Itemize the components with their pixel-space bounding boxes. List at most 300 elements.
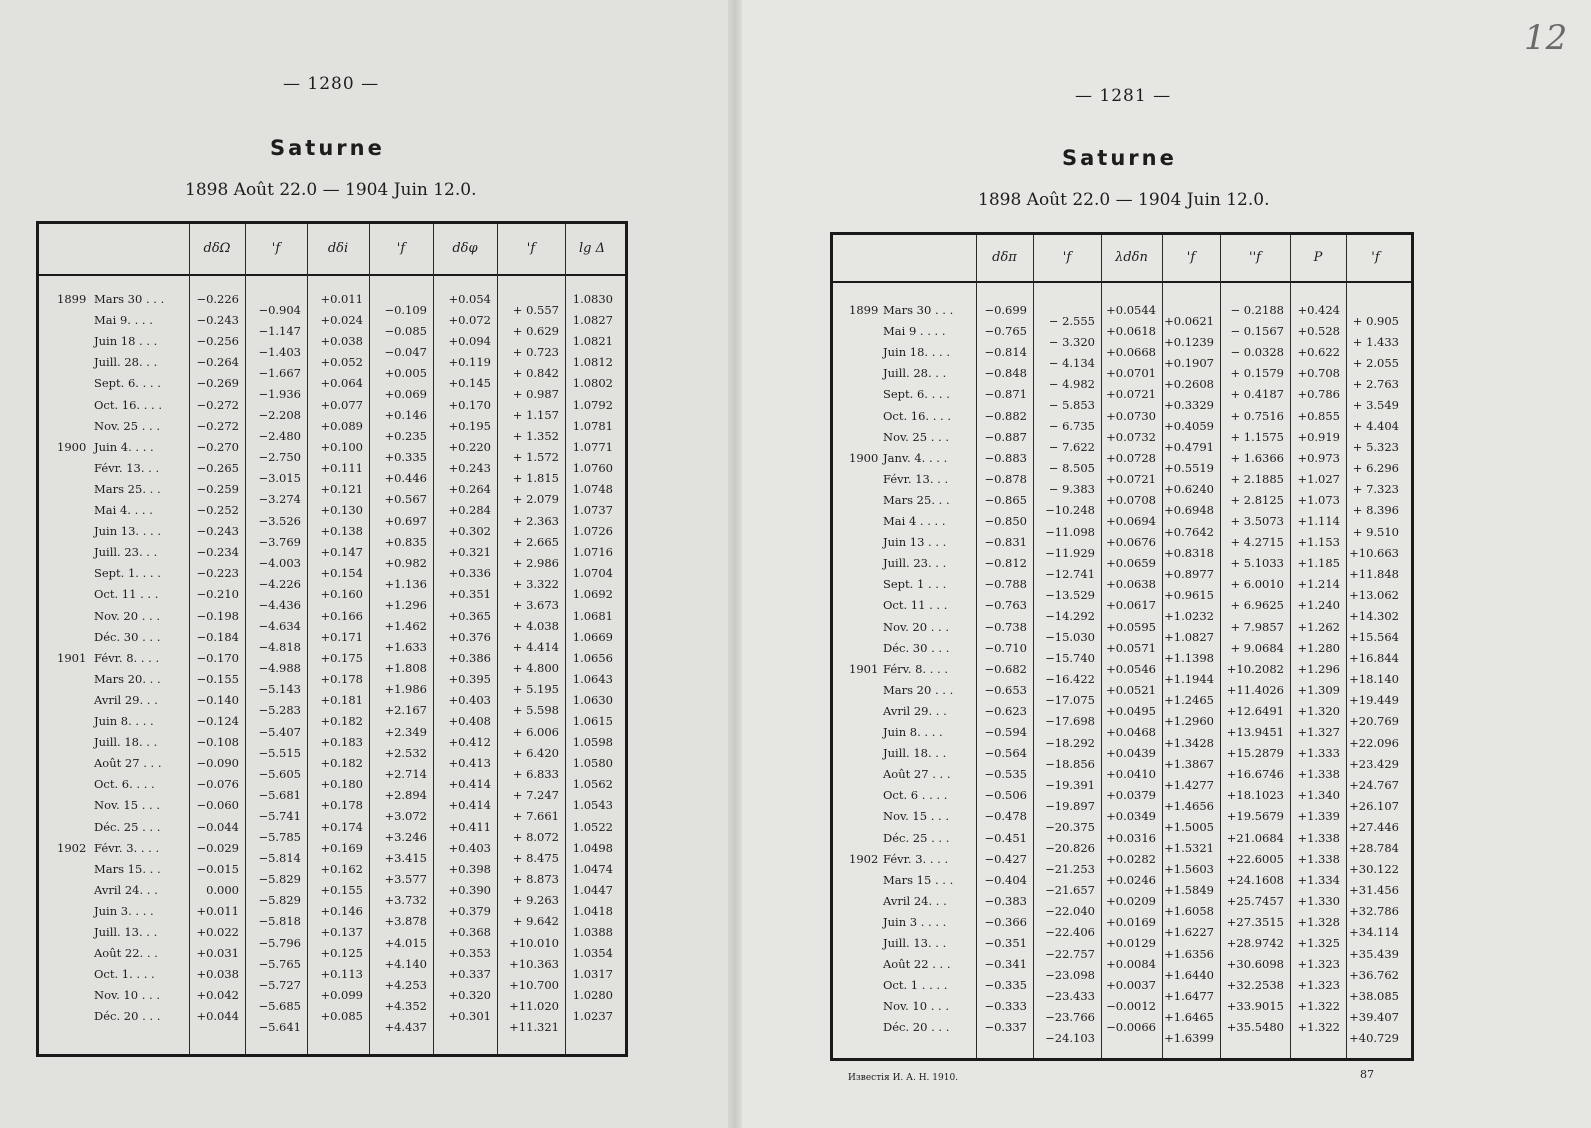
table-cell: 1.0681 [572, 608, 613, 623]
table-cell: +0.528 [1297, 324, 1340, 339]
table-cell: 1.0237 [572, 1009, 613, 1024]
table-cell: +1.6477 [1164, 988, 1214, 1003]
table-cell: +1.320 [1297, 703, 1340, 718]
footer-journal: Известія И. А. Н. 1910. [848, 1073, 959, 1083]
table-cell: −1.667 [258, 365, 301, 380]
row-date: Mars 15. . . [94, 861, 161, 876]
table-cell: +30.122 [1349, 862, 1399, 877]
table-cell: −19.897 [1045, 798, 1095, 813]
table-cell: −16.422 [1045, 672, 1095, 687]
table-cell: +16.6746 [1226, 767, 1284, 782]
table-cell: − 4.134 [1048, 355, 1095, 370]
table-cell: + 0.723 [512, 344, 559, 359]
table-cell: +0.5519 [1164, 461, 1214, 476]
table-cell: + 5.598 [512, 703, 559, 718]
table-cell: −0.865 [984, 492, 1027, 507]
table-cell: +0.4791 [1164, 440, 1214, 455]
row-date: Avril 29. . . [883, 703, 947, 718]
row-date: Mai 4. . . . [94, 503, 153, 517]
table-cell: + 2.363 [512, 513, 559, 528]
table-cell: 1.0656 [572, 650, 613, 665]
table-cell: + 0.842 [512, 365, 559, 380]
table-cell: + 9.0684 [1230, 640, 1284, 655]
table-cell: 1.0630 [572, 692, 613, 707]
table-cell: +0.113 [320, 967, 363, 982]
table-cell: +0.069 [384, 386, 427, 401]
row-date: Mars 30 . . . [94, 292, 165, 306]
table-cell: 1.0543 [572, 798, 613, 813]
table-cell: − 5.853 [1048, 397, 1095, 412]
table-cell: +1.214 [1297, 577, 1340, 592]
table-cell: +24.1608 [1226, 872, 1284, 887]
table-cell: 1.0821 [572, 334, 613, 349]
table-cell: +0.0595 [1106, 619, 1156, 634]
table-cell: +30.6098 [1226, 957, 1284, 972]
table-cell: 1.0830 [572, 292, 613, 306]
table-cell: −22.406 [1045, 925, 1095, 940]
table-cell: 1.0669 [572, 629, 613, 644]
table-cell: −1.147 [258, 323, 301, 338]
table-cell: −3.015 [258, 471, 301, 486]
table-cell: −2.750 [258, 450, 301, 465]
table-cell: −0.478 [984, 809, 1027, 824]
table-cell: + 8.072 [512, 830, 559, 845]
row-date: Août 27 . . . [94, 756, 162, 771]
row-date: Févr. 13. . . [883, 471, 949, 486]
table-cell: + 8.873 [512, 872, 559, 887]
row-date: Mars 15 . . . [883, 872, 954, 887]
table-cell: −0.882 [984, 408, 1027, 423]
table-cell: + 2.079 [512, 492, 559, 507]
table-cell: +1.323 [1297, 957, 1340, 972]
table-cell: +0.0571 [1106, 640, 1156, 655]
table-cell: 1.0692 [572, 587, 613, 602]
row-date: Férv. 8. . . . [883, 661, 949, 676]
table-cell: +1.327 [1297, 725, 1340, 739]
row-date: Nov. 15 . . . [94, 798, 160, 813]
column-header: ''f [1249, 250, 1261, 265]
table-cell: +13.9451 [1226, 725, 1284, 739]
table-cell: −15.740 [1045, 651, 1095, 666]
table-cell: +0.0410 [1106, 767, 1156, 782]
table-cell: 1.0615 [572, 714, 613, 728]
row-date: Févr. 3. . . . [883, 851, 949, 866]
table-cell: +2.532 [384, 745, 427, 760]
table-cell: +0.0544 [1106, 303, 1156, 317]
table-cell: +0.005 [384, 365, 427, 380]
column-divider [433, 224, 434, 1054]
row-year: 1901 [849, 661, 879, 676]
table-cell: +0.0728 [1106, 450, 1156, 465]
table-cell: +1.6227 [1164, 925, 1214, 940]
table-cell: +1.0232 [1164, 608, 1214, 623]
left-page-number: — 1280 — [283, 74, 380, 94]
table-cell: + 8.396 [1352, 503, 1399, 518]
column-header: 'f [526, 241, 536, 256]
row-year: 1899 [57, 292, 87, 306]
table-cell: +15.2879 [1226, 746, 1284, 761]
table-cell: +0.0169 [1106, 914, 1156, 929]
column-divider [497, 224, 498, 1054]
column-divider [1290, 235, 1291, 1058]
table-cell: +1.340 [1297, 788, 1340, 803]
table-cell: +1.325 [1297, 936, 1340, 950]
table-cell: + 0.629 [512, 323, 559, 338]
table-cell: +0.0621 [1164, 313, 1214, 328]
table-cell: + 1.1575 [1230, 429, 1284, 444]
row-date: Mars 25. . . [883, 492, 950, 507]
table-cell: −0.366 [984, 914, 1027, 929]
table-cell: +0.351 [448, 587, 491, 602]
table-cell: −0.506 [984, 788, 1027, 803]
column-header: lg Δ [579, 241, 605, 256]
table-cell: −0.047 [384, 344, 427, 359]
table-cell: +0.099 [320, 988, 363, 1003]
table-cell: +0.072 [448, 313, 491, 328]
row-date: Mars 20 . . . [883, 682, 954, 697]
row-date: Nov. 15 . . . [883, 809, 949, 824]
table-cell: 1.0447 [572, 882, 613, 897]
table-cell: −0.535 [984, 767, 1027, 782]
table-cell: +0.414 [448, 798, 491, 813]
table-cell: −0.109 [384, 302, 427, 317]
table-cell: +18.1023 [1226, 788, 1284, 803]
table-cell: +0.0730 [1106, 408, 1156, 423]
column-divider [1033, 235, 1034, 1058]
table-cell: +0.119 [448, 355, 491, 370]
column-header: dδi [327, 241, 349, 256]
table-cell: −23.098 [1045, 967, 1095, 982]
table-cell: +0.180 [320, 777, 363, 792]
table-cell: +1.073 [1297, 492, 1340, 507]
table-cell: −1.936 [258, 386, 301, 401]
table-cell: −24.103 [1045, 1030, 1095, 1045]
table-cell: + 6.296 [1352, 461, 1399, 476]
table-cell: −0.333 [984, 999, 1027, 1014]
table-cell: +0.9615 [1164, 587, 1214, 602]
table-cell: +20.769 [1349, 714, 1399, 729]
table-cell: +0.708 [1297, 366, 1340, 381]
table-cell: −5.818 [258, 914, 301, 929]
table-cell: +0.8318 [1164, 545, 1214, 560]
table-cell: +0.320 [448, 988, 491, 1003]
table-cell: 1.0474 [572, 861, 613, 876]
table-cell: +0.146 [384, 408, 427, 423]
table-cell: −0.264 [196, 355, 239, 370]
table-cell: −0.383 [984, 893, 1027, 908]
table-cell: +25.7457 [1226, 893, 1284, 908]
table-cell: +18.140 [1349, 672, 1399, 687]
table-cell: −5.785 [258, 830, 301, 845]
table-cell: −5.641 [258, 1019, 301, 1034]
table-cell: − 4.982 [1048, 376, 1095, 391]
row-date: Oct. 6 . . . . [883, 788, 948, 803]
table-cell: 1.0802 [572, 376, 613, 391]
table-cell: −0.269 [196, 376, 239, 391]
table-cell: +10.363 [509, 956, 559, 971]
table-cell: +0.284 [448, 503, 491, 517]
table-cell: −5.727 [258, 977, 301, 992]
table-cell: +0.0638 [1106, 577, 1156, 592]
table-cell: +4.140 [384, 956, 427, 971]
table-cell: +0.089 [320, 418, 363, 433]
table-cell: +0.0468 [1106, 725, 1156, 739]
table-cell: 1.0317 [572, 967, 613, 982]
table-cell: −0.155 [196, 671, 239, 686]
table-cell: +1.808 [384, 661, 427, 676]
book-gutter [728, 0, 742, 1128]
table-cell: +0.0084 [1106, 957, 1156, 972]
table-cell: +0.386 [448, 650, 491, 665]
table-cell: +0.408 [448, 714, 491, 728]
table-cell: −0.184 [196, 629, 239, 644]
table-cell: −0.623 [984, 703, 1027, 718]
row-date: Juill. 23. . . [883, 556, 947, 571]
table-cell: +0.855 [1297, 408, 1340, 423]
table-cell: + 6.0010 [1230, 577, 1284, 592]
row-date: Nov. 25 . . . [94, 418, 160, 433]
row-date: Juill. 28. . . [883, 366, 947, 381]
table-cell: −19.391 [1045, 777, 1095, 792]
right-table [830, 232, 1414, 1061]
table-cell: +24.767 [1349, 777, 1399, 792]
table-cell: 1.0418 [572, 903, 613, 918]
table-cell: 1.0748 [572, 481, 613, 496]
table-cell: +34.114 [1349, 925, 1399, 940]
table-cell: −0.170 [196, 650, 239, 665]
table-cell: +1.986 [384, 682, 427, 697]
table-cell: +38.085 [1349, 988, 1399, 1003]
table-cell: +23.429 [1349, 756, 1399, 771]
table-cell: −0.259 [196, 481, 239, 496]
table-cell: −0.210 [196, 587, 239, 602]
table-cell: +1.633 [384, 640, 427, 655]
table-cell: +0.169 [320, 840, 363, 855]
table-cell: 1.0737 [572, 503, 613, 517]
table-cell: −0.814 [984, 345, 1027, 360]
row-date: Déc. 20 . . . [883, 1020, 950, 1035]
table-cell: + 7.323 [1352, 482, 1399, 497]
table-cell: +1.323 [1297, 978, 1340, 993]
table-cell: −0.653 [984, 682, 1027, 697]
table-cell: +1.330 [1297, 893, 1340, 908]
table-cell: +0.235 [384, 429, 427, 444]
table-cell: +1.296 [1297, 661, 1340, 676]
table-cell: +0.077 [320, 397, 363, 412]
table-cell: + 9.642 [512, 914, 559, 929]
row-date: Mars 25. . . [94, 481, 161, 496]
left-table [36, 221, 628, 1057]
table-cell: +0.335 [384, 450, 427, 465]
table-cell: +0.622 [1297, 345, 1340, 360]
row-date: Déc. 25 . . . [94, 819, 161, 834]
table-cell: −0.252 [196, 503, 239, 517]
table-cell: +0.376 [448, 629, 491, 644]
table-cell: +0.166 [320, 608, 363, 623]
table-cell: − 3.320 [1048, 334, 1095, 349]
table-cell: + 6.833 [512, 766, 559, 781]
table-cell: + 3.673 [512, 597, 559, 612]
table-cell: −13.529 [1045, 587, 1095, 602]
table-cell: +0.321 [448, 545, 491, 560]
table-cell: +0.0209 [1106, 893, 1156, 908]
table-cell: +0.145 [448, 376, 491, 391]
table-cell: +0.160 [320, 587, 363, 602]
table-cell: −15.030 [1045, 630, 1095, 645]
row-date: Déc. 20 . . . [94, 1009, 161, 1024]
table-cell: −18.292 [1045, 735, 1095, 750]
table-cell: +1.296 [384, 597, 427, 612]
table-cell: −17.698 [1045, 714, 1095, 729]
table-cell: −0.335 [984, 978, 1027, 993]
table-cell: +1.322 [1297, 999, 1340, 1014]
row-date: Nov. 20 . . . [883, 619, 949, 634]
table-cell: +0.243 [448, 460, 491, 475]
table-cell: +3.577 [384, 872, 427, 887]
table-cell: 1.0598 [572, 735, 613, 750]
table-cell: −0.710 [984, 640, 1027, 655]
row-date: Mars 20. . . [94, 671, 161, 686]
table-cell: +0.044 [196, 1009, 239, 1024]
row-date: Juill. 13. . . [94, 925, 158, 939]
table-cell: +0.130 [320, 503, 363, 517]
table-cell: +0.0379 [1106, 788, 1156, 803]
table-cell: +0.038 [196, 967, 239, 982]
table-cell: +0.182 [320, 756, 363, 771]
table-cell: +36.762 [1349, 967, 1399, 982]
table-cell: +35.439 [1349, 946, 1399, 961]
table-cell: −0.223 [196, 566, 239, 581]
table-cell: −5.765 [258, 956, 301, 971]
table-cell: −0.788 [984, 577, 1027, 592]
row-date: Avril 29. . . [94, 692, 158, 707]
table-cell: +0.0617 [1106, 598, 1156, 613]
table-cell: + 6.006 [512, 724, 559, 739]
row-date: Mai 4 . . . . [883, 514, 946, 528]
table-cell: +1.309 [1297, 682, 1340, 697]
table-cell: −5.814 [258, 851, 301, 866]
row-date: Août 27 . . . [883, 767, 951, 782]
table-cell: +0.085 [320, 1009, 363, 1024]
row-date: Mai 9. . . . [94, 313, 153, 328]
row-date: Avril 24. . . [94, 882, 158, 897]
table-cell: +0.424 [1297, 303, 1340, 317]
row-date: Nov. 20 . . . [94, 608, 160, 623]
table-cell: +33.9015 [1226, 999, 1284, 1014]
row-date: Juin 4. . . . [94, 439, 154, 454]
table-cell: + 1.157 [512, 408, 559, 423]
table-cell: + 9.263 [512, 893, 559, 908]
table-cell: +0.0668 [1106, 345, 1156, 360]
table-cell: +3.878 [384, 914, 427, 929]
table-cell: +0.0495 [1106, 703, 1156, 718]
column-divider [1346, 235, 1347, 1058]
table-cell: −4.988 [258, 661, 301, 676]
row-date: Sept. 6. . . . [883, 387, 950, 402]
row-date: Janv. 4. . . . [883, 450, 948, 465]
table-cell: −0.682 [984, 661, 1027, 676]
column-divider [565, 224, 566, 1054]
table-cell: +0.024 [320, 313, 363, 328]
row-date: Févr. 3. . . . [94, 840, 160, 855]
table-cell: 1.0498 [572, 840, 613, 855]
table-cell: + 1.815 [512, 471, 559, 486]
table-cell: +0.154 [320, 566, 363, 581]
table-cell: −3.526 [258, 513, 301, 528]
table-cell: +4.352 [384, 998, 427, 1013]
table-cell: −0.044 [196, 819, 239, 834]
table-cell: +10.700 [509, 977, 559, 992]
row-date: Juill. 18. . . [94, 735, 158, 750]
row-date: Mars 30 . . . [883, 303, 954, 317]
row-year: 1899 [849, 303, 879, 317]
table-cell: −0.831 [984, 535, 1027, 550]
table-cell: −0.564 [984, 746, 1027, 761]
table-cell: +32.786 [1349, 904, 1399, 919]
row-date: Juin 8. . . . [94, 714, 154, 728]
row-date: Oct. 1. . . . [94, 967, 155, 982]
table-cell: +0.0618 [1106, 324, 1156, 339]
table-cell: +0.0676 [1106, 535, 1156, 550]
table-cell: +1.6058 [1164, 904, 1214, 919]
table-cell: +14.302 [1349, 608, 1399, 623]
table-cell: − 9.383 [1048, 482, 1095, 497]
table-cell: +0.174 [320, 819, 363, 834]
table-cell: +1.462 [384, 619, 427, 634]
table-cell: −5.283 [258, 703, 301, 718]
table-cell: +0.6948 [1164, 503, 1214, 518]
table-cell: +1.338 [1297, 851, 1340, 866]
right-page-number: — 1281 — [1075, 86, 1172, 106]
row-date: Juill. 23. . . [94, 545, 158, 560]
table-cell: + 3.5073 [1230, 514, 1284, 528]
table-cell: +0.982 [384, 555, 427, 570]
table-cell: +1.4656 [1164, 798, 1214, 813]
table-cell: +0.042 [196, 988, 239, 1003]
table-cell: +28.784 [1349, 841, 1399, 856]
table-cell: 1.0827 [572, 313, 613, 328]
table-cell: −3.769 [258, 534, 301, 549]
table-cell: +1.338 [1297, 767, 1340, 782]
table-cell: − 0.2188 [1230, 303, 1284, 317]
table-cell: −0.256 [196, 334, 239, 349]
table-cell: 1.0354 [572, 946, 613, 961]
table-cell: +0.412 [448, 735, 491, 750]
column-header: 'f [271, 241, 281, 256]
table-cell: +1.027 [1297, 471, 1340, 486]
table-cell: +0.0659 [1106, 556, 1156, 571]
row-date: Juin 3. . . . [94, 903, 154, 918]
table-cell: +1.339 [1297, 809, 1340, 824]
table-cell: +40.729 [1349, 1030, 1399, 1045]
table-cell: −0.270 [196, 439, 239, 454]
table-cell: +0.6240 [1164, 482, 1214, 497]
table-cell: +0.178 [320, 671, 363, 686]
table-cell: + 0.1579 [1230, 366, 1284, 381]
table-cell: +1.333 [1297, 746, 1340, 761]
table-cell: −0.738 [984, 619, 1027, 634]
table-cell: + 5.323 [1352, 440, 1399, 455]
table-cell: + 4.414 [512, 640, 559, 655]
table-cell: +4.437 [384, 1019, 427, 1034]
table-cell: +0.155 [320, 882, 363, 897]
table-cell: +39.407 [1349, 1009, 1399, 1024]
table-cell: +11.4026 [1226, 682, 1284, 697]
table-cell: 1.0388 [572, 925, 613, 939]
table-cell: +0.121 [320, 481, 363, 496]
table-cell: +13.062 [1349, 587, 1399, 602]
table-cell: +0.138 [320, 524, 363, 539]
